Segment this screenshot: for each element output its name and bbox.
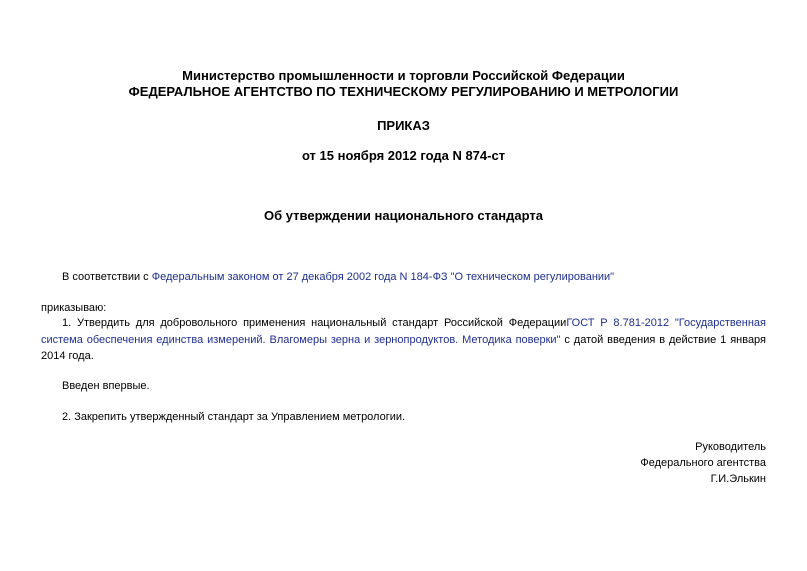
signature-name: Г.И.Элькин xyxy=(710,473,766,485)
order-date: от 15 ноября 2012 года N 874-ст xyxy=(301,148,506,163)
federal-law-link[interactable]: Федеральным законом от 27 декабря 2002 года N 184-ФЗ "О техническом регулировании" xyxy=(151,271,615,283)
basis-text: В соответствии с xyxy=(62,271,152,283)
paragraph-introduced: Введен впервые. xyxy=(62,380,150,392)
paragraph-item-1 xyxy=(41,315,766,365)
paragraph-order: приказываю: xyxy=(41,302,107,314)
paragraph-item-2: 2. Закрепить утвержденный стандарт за Управлением метрологии. xyxy=(62,411,406,423)
ministry-name: Министерство промышленности и торговли Российской Федерации xyxy=(182,68,625,83)
signature-position: Руководитель xyxy=(695,441,766,453)
paragraph-basis xyxy=(62,269,614,285)
order-subject: Об утверждении национального стандарта xyxy=(264,208,543,223)
agency-name: ФЕДЕРАЛЬНОЕ АГЕНТСТВО ПО ТЕХНИЧЕСКОМУ РЕГУЛИРОВАНИЮ И МЕТРОЛОГИИ xyxy=(128,84,679,99)
item-1-text: 1. Утвердить для добровольного применения национальный стандарт Российской Федерации xyxy=(62,317,567,329)
order-title: ПРИКАЗ xyxy=(377,118,430,133)
item-1-suffix: с датой введения в действие 1 января 2014 года. xyxy=(41,333,767,362)
signature-organization: Федерального агентства xyxy=(640,457,766,469)
gost-link[interactable]: ГОСТ Р 8.781-2012 "Государственная система обеспечения единства измерений. Влагомеры зерна и зернопродуктов. Методика поверки" xyxy=(41,317,766,346)
